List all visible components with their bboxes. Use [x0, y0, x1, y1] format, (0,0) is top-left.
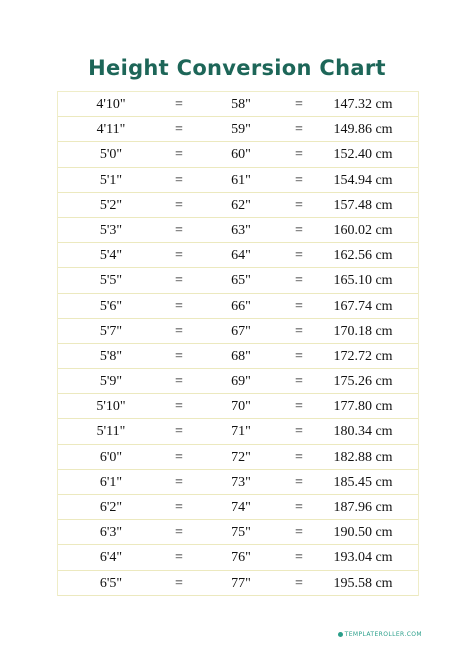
- centimeters-cell: 154.94 cm: [333, 172, 393, 188]
- centimeters-cell: 157.48 cm: [333, 197, 393, 213]
- equals-sign: =: [295, 424, 303, 440]
- equals-sign: =: [295, 197, 303, 213]
- conversion-table: [57, 91, 419, 596]
- table-row: [58, 92, 418, 117]
- inches-cell: 62": [231, 197, 251, 213]
- centimeters-cell: 147.32 cm: [333, 97, 393, 112]
- centimeters-cell: 182.88 cm: [333, 449, 393, 465]
- feet-inches-cell: 5'9": [99, 374, 123, 390]
- page-title: Height Conversion Chart: [88, 56, 386, 80]
- inches-cell: 67": [231, 323, 251, 339]
- table-row: [58, 520, 418, 545]
- centimeters-cell: 193.04 cm: [333, 550, 393, 566]
- equals-sign: =: [175, 348, 183, 364]
- table-row: [58, 117, 418, 142]
- inches-cell: 73": [231, 474, 251, 490]
- centimeters-cell: 185.45 cm: [333, 474, 393, 490]
- equals-sign: =: [295, 122, 303, 138]
- equals-sign: =: [175, 525, 183, 541]
- feet-inches-cell: 5'4": [99, 248, 123, 264]
- table-row: [58, 142, 418, 167]
- equals-sign: =: [175, 474, 183, 490]
- feet-inches-cell: 6'2": [99, 500, 123, 515]
- inches-cell: 65": [231, 273, 251, 289]
- centimeters-cell: 175.26 cm: [333, 374, 393, 390]
- equals-sign: =: [295, 248, 303, 264]
- feet-inches-cell: 4'11": [96, 122, 126, 138]
- inches-cell: 74": [231, 500, 251, 515]
- equals-sign: =: [175, 222, 183, 238]
- inches-cell: 63": [231, 222, 251, 238]
- equals-sign: =: [295, 222, 303, 238]
- feet-inches-cell: 6'3": [99, 525, 123, 541]
- table-row: [58, 218, 418, 243]
- feet-inches-cell: 6'1": [99, 474, 123, 490]
- feet-inches-cell: 5'0": [99, 147, 123, 163]
- feet-inches-cell: 6'5": [99, 575, 123, 591]
- table-row: [58, 470, 418, 495]
- table-row: [58, 495, 418, 520]
- equals-sign: =: [175, 273, 183, 289]
- inches-cell: 58": [231, 97, 251, 112]
- feet-inches-cell: 5'6": [99, 298, 123, 314]
- centimeters-cell: 152.40 cm: [333, 147, 393, 163]
- centimeters-cell: 170.18 cm: [333, 323, 393, 339]
- feet-inches-cell: 5'7": [99, 323, 123, 339]
- table-row: [58, 571, 418, 596]
- equals-sign: =: [175, 172, 183, 188]
- equals-sign: =: [175, 424, 183, 440]
- table-row: [58, 268, 418, 293]
- equals-sign: =: [175, 197, 183, 213]
- templateroller-logo-icon: [338, 632, 343, 637]
- feet-inches-cell: 5'2": [99, 197, 123, 213]
- equals-sign: =: [295, 97, 303, 112]
- table-row: [58, 369, 418, 394]
- feet-inches-cell: 4'10": [96, 97, 126, 112]
- equals-sign: =: [175, 374, 183, 390]
- inches-cell: 76": [231, 550, 251, 566]
- table-row: [58, 394, 418, 419]
- equals-sign: =: [175, 449, 183, 465]
- equals-sign: =: [295, 500, 303, 515]
- centimeters-cell: 180.34 cm: [333, 424, 393, 440]
- inches-cell: 70": [231, 399, 251, 415]
- equals-sign: =: [175, 248, 183, 264]
- equals-sign: =: [295, 399, 303, 415]
- inches-cell: 71": [231, 424, 251, 440]
- equals-sign: =: [295, 525, 303, 541]
- feet-inches-cell: 5'3": [99, 222, 123, 238]
- feet-inches-cell: 6'0": [99, 449, 123, 465]
- equals-sign: =: [175, 298, 183, 314]
- inches-cell: 59": [231, 122, 251, 138]
- equals-sign: =: [295, 323, 303, 339]
- centimeters-cell: 195.58 cm: [333, 575, 393, 591]
- feet-inches-cell: 5'5": [99, 273, 123, 289]
- equals-sign: =: [295, 550, 303, 566]
- inches-cell: 60": [231, 147, 251, 163]
- equals-sign: =: [295, 298, 303, 314]
- equals-sign: =: [175, 500, 183, 515]
- centimeters-cell: 190.50 cm: [333, 525, 393, 541]
- feet-inches-cell: 6'4": [99, 550, 123, 566]
- inches-cell: 69": [231, 374, 251, 390]
- table-row: [58, 419, 418, 444]
- inches-cell: 61": [231, 172, 251, 188]
- equals-sign: =: [295, 575, 303, 591]
- inches-cell: 75": [231, 525, 251, 541]
- centimeters-cell: 165.10 cm: [333, 273, 393, 289]
- equals-sign: =: [175, 147, 183, 163]
- table-row: [58, 344, 418, 369]
- equals-sign: =: [175, 550, 183, 566]
- table-row: [58, 545, 418, 570]
- equals-sign: =: [295, 273, 303, 289]
- inches-cell: 68": [231, 348, 251, 364]
- equals-sign: =: [175, 122, 183, 138]
- table-row: [58, 294, 418, 319]
- feet-inches-cell: 5'1": [99, 172, 123, 188]
- equals-sign: =: [295, 172, 303, 188]
- equals-sign: =: [295, 374, 303, 390]
- equals-sign: =: [295, 147, 303, 163]
- table-row: [58, 243, 418, 268]
- centimeters-cell: 167.74 cm: [333, 298, 393, 314]
- equals-sign: =: [175, 399, 183, 415]
- equals-sign: =: [175, 97, 183, 112]
- inches-cell: 72": [231, 449, 251, 465]
- equals-sign: =: [175, 323, 183, 339]
- equals-sign: =: [295, 449, 303, 465]
- feet-inches-cell: 5'10": [96, 399, 126, 415]
- table-row: [58, 193, 418, 218]
- centimeters-cell: 162.56 cm: [333, 248, 393, 264]
- footer-brand-text: TEMPLATEROLLER.COM: [344, 631, 422, 638]
- centimeters-cell: 160.02 cm: [333, 222, 393, 238]
- feet-inches-cell: 5'11": [96, 424, 126, 440]
- centimeters-cell: 149.86 cm: [333, 122, 393, 138]
- centimeters-cell: 177.80 cm: [333, 399, 393, 415]
- table-row: [58, 168, 418, 193]
- feet-inches-cell: 5'8": [99, 348, 123, 364]
- footer-brand[interactable]: [338, 631, 422, 638]
- table-row: [58, 445, 418, 470]
- inches-cell: 77": [231, 575, 251, 591]
- table-row: [58, 319, 418, 344]
- equals-sign: =: [175, 575, 183, 591]
- equals-sign: =: [295, 348, 303, 364]
- centimeters-cell: 187.96 cm: [333, 500, 393, 515]
- centimeters-cell: 172.72 cm: [333, 348, 393, 364]
- inches-cell: 64": [231, 248, 251, 264]
- inches-cell: 66": [231, 298, 251, 314]
- equals-sign: =: [295, 474, 303, 490]
